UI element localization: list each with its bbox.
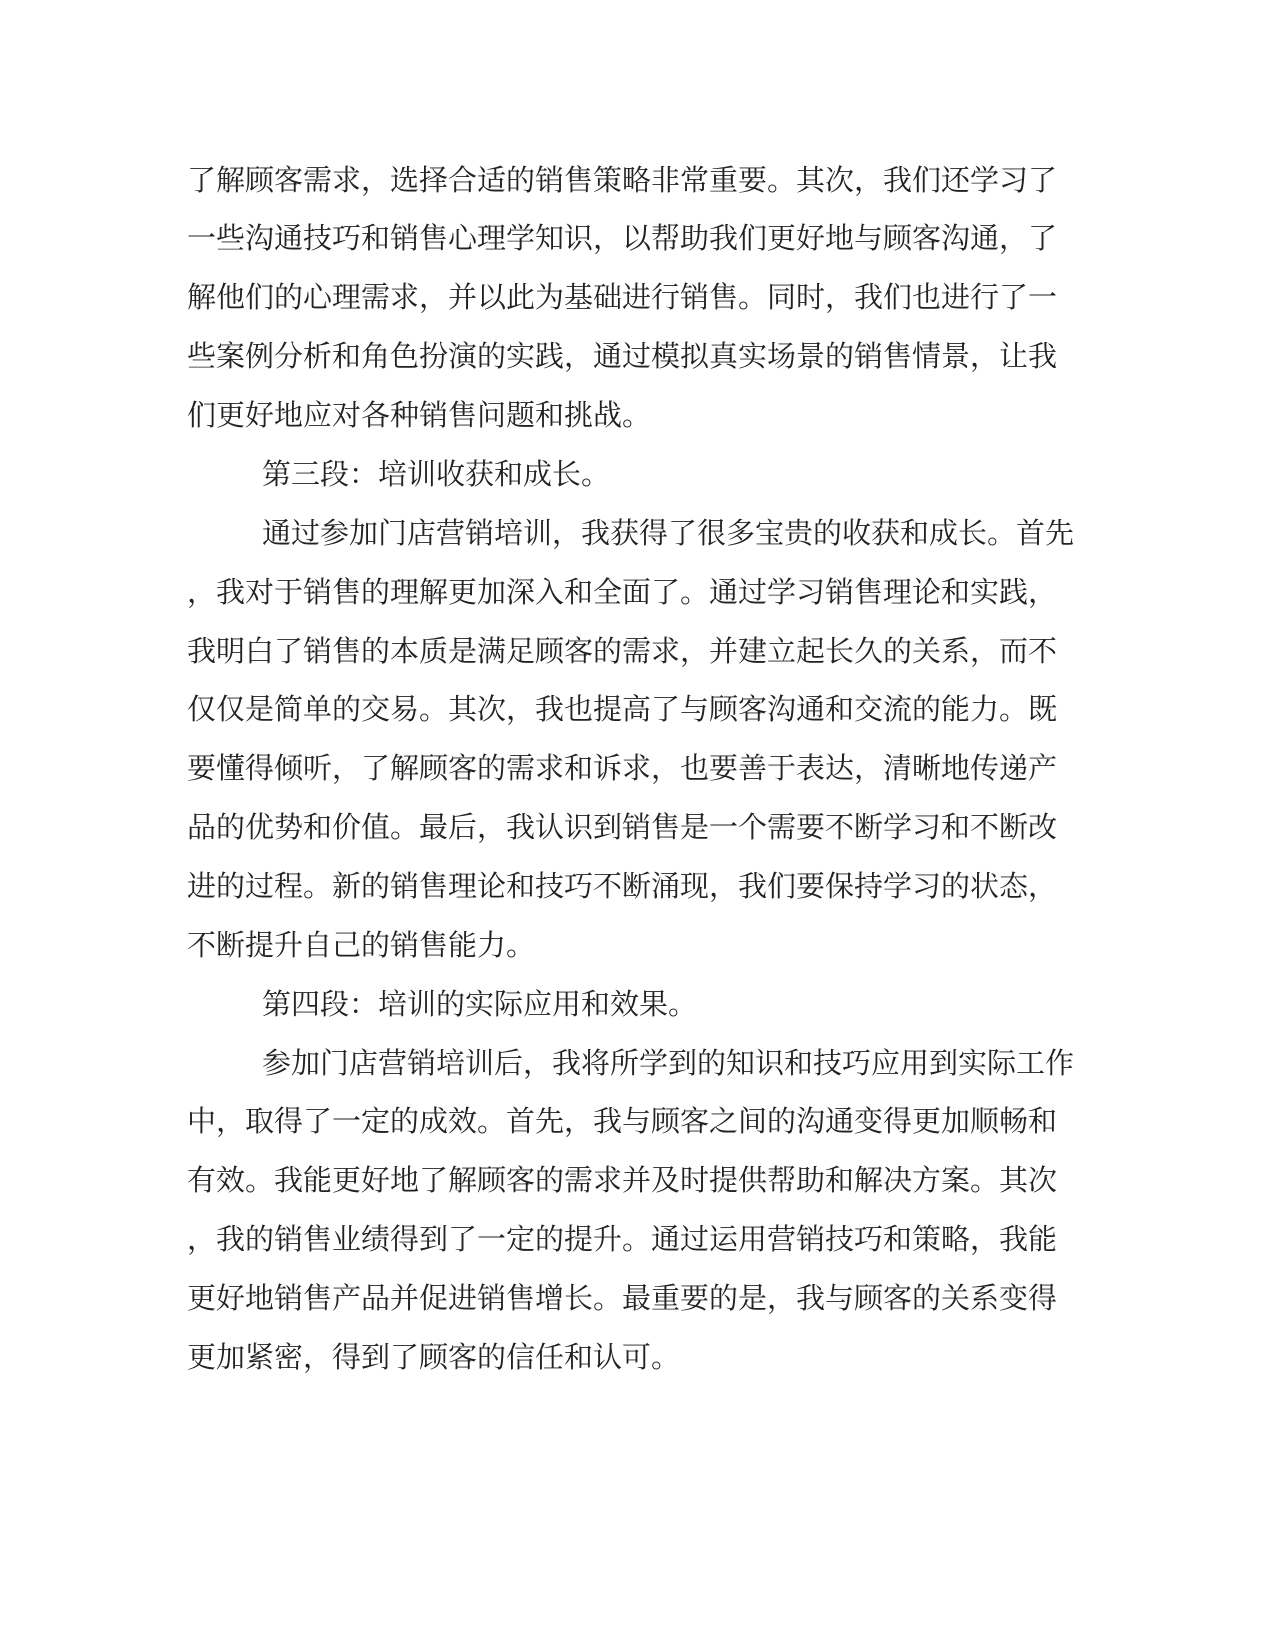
text-line: 参加门店营销培训后，我将所学到的知识和技巧应用到实际工作 bbox=[262, 1046, 1075, 1080]
text-line: 仅仅是简单的交易。其次，我也提高了与顾客沟通和交流的能力。既 bbox=[187, 692, 1058, 726]
text-line: ，我对于销售的理解更加深入和全面了。通过学习销售理论和实践， bbox=[187, 575, 1058, 609]
text-line: 有效。我能更好地了解顾客的需求并及时提供帮助和解决方案。其次 bbox=[187, 1163, 1058, 1197]
text-line: 要懂得倾听，了解顾客的需求和诉求，也要善于表达，清晰地传递产 bbox=[187, 751, 1058, 785]
text-line: 更好地销售产品并促进销售增长。最重要的是，我与顾客的关系变得 bbox=[187, 1281, 1058, 1315]
text-line: 一些沟通技巧和销售心理学知识，以帮助我们更好地与顾客沟通，了 bbox=[187, 221, 1058, 255]
text-line: 更加紧密，得到了顾客的信任和认可。 bbox=[187, 1340, 681, 1374]
text-line: 解他们的心理需求，并以此为基础进行销售。同时，我们也进行了一 bbox=[187, 280, 1058, 314]
text-line: 我明白了销售的本质是满足顾客的需求，并建立起长久的关系，而不 bbox=[187, 634, 1058, 668]
text-line: 通过参加门店营销培训，我获得了很多宝贵的收获和成长。首先 bbox=[262, 516, 1075, 550]
section-heading-4: 第四段：培训的实际应用和效果。 bbox=[262, 987, 698, 1021]
text-line: 品的优势和价值。最后，我认识到销售是一个需要不断学习和不断改 bbox=[187, 810, 1058, 844]
text-line: 不断提升自己的销售能力。 bbox=[187, 928, 536, 962]
text-line: 了解顾客需求，选择合适的销售策略非常重要。其次，我们还学习了 bbox=[187, 163, 1058, 197]
section-heading-3: 第三段：培训收获和成长。 bbox=[262, 457, 611, 491]
text-line: 些案例分析和角色扮演的实践，通过模拟真实场景的销售情景，让我 bbox=[187, 339, 1058, 373]
text-line: 中，取得了一定的成效。首先，我与顾客之间的沟通变得更加顺畅和 bbox=[187, 1104, 1058, 1138]
text-line: 进的过程。新的销售理论和技巧不断涌现，我们要保持学习的状态， bbox=[187, 869, 1058, 903]
text-line: 们更好地应对各种销售问题和挑战。 bbox=[187, 398, 652, 432]
text-line: ，我的销售业绩得到了一定的提升。通过运用营销技巧和策略，我能 bbox=[187, 1222, 1058, 1256]
